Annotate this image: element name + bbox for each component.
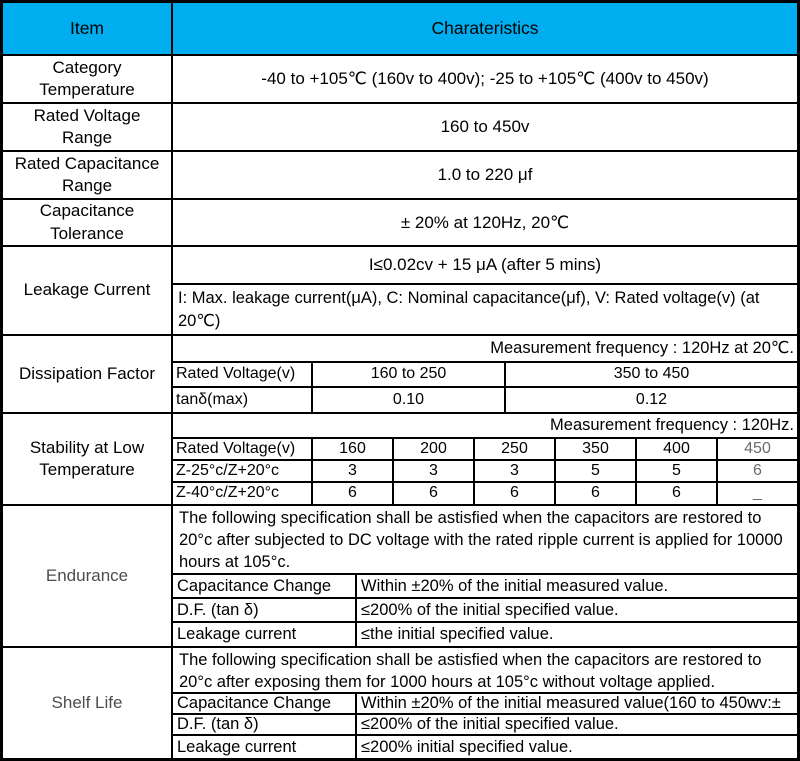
table-header-row [3, 3, 797, 56]
dissipation-tan-label: tanδ(max) [173, 388, 313, 412]
shelf-life-df-row [173, 715, 797, 736]
shelf-life-capacitance-change-value: Within ±20% of the initial measured value(160 to 450wv:± [361, 694, 781, 712]
category-temperature-value: -40 to +105℃ (160v to 400v); -25 to +105℃ (400v to 450v) [261, 69, 709, 88]
stability-z40-value-1: 6 [313, 483, 394, 504]
shelf-life-df-name: D.F. (tan δ) [173, 715, 357, 734]
rated-capacitance-range-value: 1.0 to 220 μf [437, 165, 533, 184]
endurance-leakage-row [173, 623, 797, 646]
stability-z25-value-5: 5 [637, 461, 718, 481]
row-rated-voltage-range [3, 104, 797, 152]
stability-z25-label: Z-25°c/Z+20°c [173, 461, 313, 481]
endurance-df-row [173, 599, 797, 623]
row-leakage-current [3, 247, 797, 336]
row-endurance [3, 506, 797, 648]
stability-measurement-note: Measurement frequency : 120Hz. [173, 414, 797, 439]
stability-z25-row [173, 461, 797, 483]
stability-label: Stability at Low Temperature [3, 414, 173, 504]
endurance-df-name: D.F. (tan δ) [173, 599, 357, 621]
dissipation-tan-row [173, 388, 797, 412]
endurance-description: The following specification shall be astisfied when the capacitors are restored to 20°c after subjected to DC voltage with the rated ripple current is applied for 10000 hours at 105°c. [173, 506, 797, 575]
capacitance-tolerance-label: Capacitance Tolerance [3, 200, 173, 245]
row-shelf-life [3, 648, 797, 758]
shelf-life-leakage-row [173, 736, 797, 758]
stability-z40-value-3: 6 [475, 483, 556, 504]
stability-voltage-header-row [173, 439, 797, 461]
stability-z40-value-6: _ [753, 484, 762, 502]
endurance-df-value: ≤200% of the initial specified value. [361, 600, 619, 619]
endurance-capacitance-change-name: Capacitance Change [173, 575, 357, 597]
row-category-temperature [3, 56, 797, 104]
capacitance-tolerance-value: ± 20% at 120Hz, 20℃ [400, 212, 570, 232]
stability-z40-value-4: 6 [556, 483, 637, 504]
leakage-current-note: I: Max. leakage current(μA), C: Nominal capacitance(μf), V: Rated voltage(v) (at 20℃) [178, 289, 760, 330]
dissipation-voltage-range-1: 160 to 250 [313, 363, 506, 386]
leakage-current-formula: I≤0.02cv + 15 μA (after 5 mins) [173, 247, 797, 285]
shelf-life-capacitance-change-name: Capacitance Change [173, 694, 357, 713]
row-stability-low-temperature [3, 414, 797, 506]
stability-z25-value-3: 3 [475, 461, 556, 481]
stability-z40-label: Z-40°c/Z+20°c [173, 483, 313, 504]
stability-voltage-200: 200 [394, 439, 475, 459]
dissipation-factor-label: Dissipation Factor [3, 336, 173, 412]
stability-z40-row [173, 483, 797, 504]
endurance-leakage-name: Leakage current [173, 623, 357, 646]
stability-voltage-250: 250 [475, 439, 556, 459]
shelf-life-df-value: ≤200% of the initial specified value. [361, 715, 619, 733]
stability-voltage-160: 160 [313, 439, 394, 459]
stability-voltage-400: 400 [637, 439, 718, 459]
category-temperature-label: Category Temperature [3, 56, 173, 102]
stability-z25-value-1: 3 [313, 461, 394, 481]
leakage-current-label: Leakage Current [3, 247, 173, 334]
row-dissipation-factor [3, 336, 797, 414]
stability-z25-value-2: 3 [394, 461, 475, 481]
shelf-life-label: Shelf Life [3, 648, 173, 758]
stability-z40-value-5: 6 [637, 483, 718, 504]
dissipation-tan-value-2: 0.12 [635, 390, 668, 408]
stability-voltage-350: 350 [556, 439, 637, 459]
endurance-leakage-value: ≤the initial specified value. [361, 625, 554, 643]
shelf-life-description: The following specification shall be astisfied when the capacitors are restored to 20°c after exposing them for 1000 hours at 105°c without voltage applied. [173, 648, 797, 694]
endurance-capacitance-change-row [173, 575, 797, 599]
endurance-label: Endurance [3, 506, 173, 646]
header-characteristics: Charateristics [431, 18, 539, 38]
shelf-life-capacitance-change-row [173, 694, 797, 715]
rated-voltage-range-value: 160 to 450v [440, 117, 530, 136]
rated-voltage-range-label: Rated Voltage Range [3, 104, 173, 150]
dissipation-measurement-note: Measurement frequency : 120Hz at 20℃. [173, 336, 797, 363]
stability-voltage-450: 450 [744, 439, 771, 457]
dissipation-voltage-range-2: 350 to 450 [613, 365, 690, 383]
rated-capacitance-range-label: Rated Capacitance Range [3, 152, 173, 198]
row-capacitance-tolerance [3, 200, 797, 247]
header-item: Item [3, 3, 173, 54]
dissipation-voltage-header-row [173, 363, 797, 388]
shelf-life-leakage-name: Leakage current [173, 736, 357, 758]
stability-z40-value-2: 6 [394, 483, 475, 504]
stability-z25-value-4: 5 [556, 461, 637, 481]
endurance-capacitance-change-value: Within ±20% of the initial measured value. [361, 576, 669, 595]
stability-z25-value-6: 6 [753, 461, 762, 479]
row-rated-capacitance-range [3, 152, 797, 200]
dissipation-tan-value-1: 0.10 [313, 388, 506, 412]
shelf-life-leakage-value: ≤200% initial specified value. [361, 737, 573, 756]
dissipation-voltage-header: Rated Voltage(v) [173, 363, 313, 386]
stability-voltage-header: Rated Voltage(v) [173, 439, 313, 459]
